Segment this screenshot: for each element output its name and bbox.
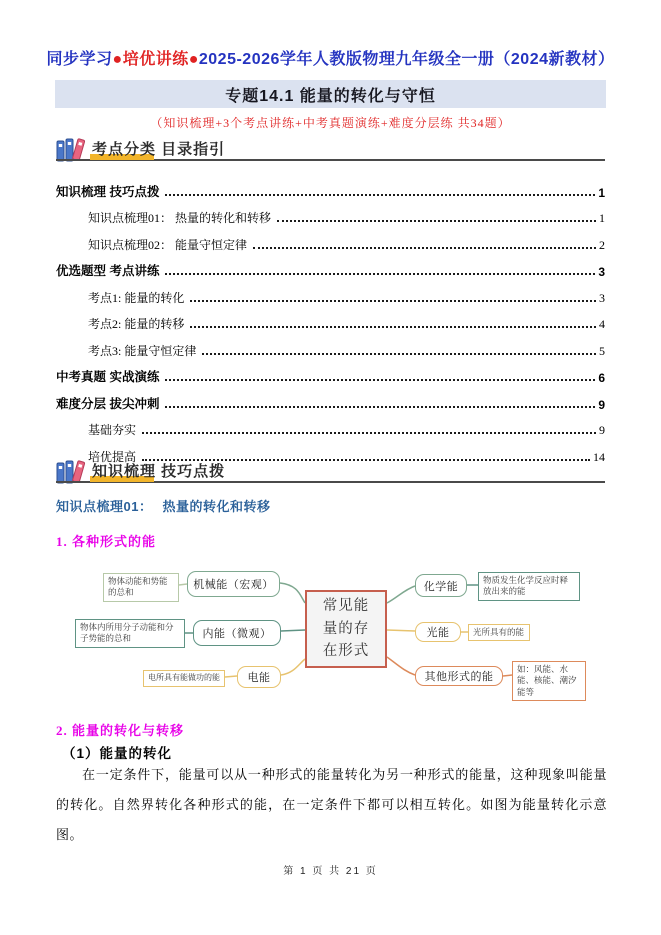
energy-forms-diagram — [0, 563, 661, 713]
leader-dots — [165, 379, 595, 381]
heading-energy-conversion: 2. 能量的转化与转移 — [56, 723, 185, 738]
dot-separator: ● — [112, 51, 123, 68]
toc-page-number: 1 — [599, 211, 605, 225]
page-title: 专题14.1 能量的转化与守恒 — [225, 87, 436, 105]
leader-dots — [277, 220, 596, 222]
section-title: 知识梳理 技巧点拨 — [92, 463, 226, 480]
subtitle: （知识梳理+3个考点讲练+中考真题演练+难度分层练 共34题） — [150, 116, 511, 130]
chemical-energy-node: 化学能 — [415, 574, 467, 597]
electric-energy-desc: 电所具有能做功的能 — [143, 670, 225, 687]
dot-separator: ● — [188, 51, 199, 68]
page-footer: 第 1 页 共 21 页 — [283, 866, 378, 877]
doc-series-header — [0, 46, 661, 69]
toc-entry[interactable]: 培优提高 14 — [56, 441, 605, 468]
chemical-energy-desc: 物质发生化学反应时释放出来的能 — [478, 572, 580, 601]
leader-dots — [165, 406, 595, 408]
toc-page-number: 9 — [598, 397, 605, 412]
toc-page-number: 1 — [598, 185, 605, 200]
toc-page-number: 5 — [599, 343, 605, 358]
toc-entry[interactable]: 知识点梳理02： 能量守恒定律 2 — [56, 229, 605, 256]
electric-energy-node: 电能 — [237, 666, 281, 688]
toc-page-number: 3 — [599, 290, 605, 305]
toc-entry[interactable]: 基础夯实 9 — [56, 415, 605, 442]
title-banner — [55, 80, 606, 108]
toc-entry[interactable]: 考点3: 能量守恒定律 5 — [56, 335, 605, 362]
leader-dots — [142, 432, 596, 434]
series-tagline: 培优讲练 — [122, 51, 189, 68]
subheading-conversion: （1）能量的转化 — [62, 746, 173, 761]
toc-page-number: 14 — [593, 449, 605, 464]
toc-page-number: 6 — [598, 371, 605, 385]
toc-page-number: 2 — [599, 237, 605, 252]
toc-entry[interactable]: 考点1: 能量的转化 3 — [56, 282, 605, 309]
toc-page-number: 3 — [598, 265, 605, 279]
leader-dots — [202, 353, 596, 355]
leader-dots — [253, 247, 596, 249]
mechanical-energy-desc: 物体动能和势能的总和 — [103, 573, 179, 602]
series-name: 同步学习 — [46, 51, 113, 68]
mechanical-energy-node: 机械能（宏观） — [187, 571, 280, 597]
edition-text: 2025-2026学年人教版物理九年级全一册（2024新教材） — [198, 51, 615, 68]
toc-entry[interactable]: 难度分层 拔尖冲刺 9 — [56, 388, 605, 415]
leader-dots — [165, 273, 595, 275]
light-energy-desc: 光所具有的能 — [468, 624, 530, 641]
toc-page-number: 9 — [599, 423, 605, 437]
toc-entry[interactable]: 知识点梳理01： 热量的转化和转移 1 — [56, 203, 605, 230]
leader-dots — [190, 326, 596, 328]
knowledge-point-heading: 知识点梳理01： 热量的转化和转移 — [56, 499, 271, 514]
internal-energy-desc: 物体内所用分子动能和分子势能的总和 — [75, 619, 185, 648]
toc-entry[interactable]: 中考真题 实战演练 6 — [56, 362, 605, 389]
heading-energy-forms: 1. 各种形式的能 — [56, 534, 157, 549]
leader-dots — [190, 300, 596, 302]
diagram-center-node: 常见能量的存在形式 — [305, 590, 387, 668]
section-title: 考点分类 目录指引 — [92, 141, 226, 158]
table-of-contents — [56, 176, 605, 468]
toc-entry[interactable]: 考点2: 能量的转移 4 — [56, 309, 605, 336]
section-header-knowledge — [56, 456, 605, 490]
toc-entry[interactable]: 知识梳理 技巧点拨 1 — [56, 176, 605, 203]
internal-energy-node: 内能（微观） — [193, 620, 281, 646]
section-header-toc — [56, 134, 605, 168]
toc-page-number: 4 — [599, 317, 605, 331]
other-energy-node: 其他形式的能 — [415, 666, 503, 686]
leader-dots — [165, 194, 595, 196]
other-energy-desc: 如：风能、水能、核能、潮汐能等 — [512, 661, 586, 701]
light-energy-node: 光能 — [415, 622, 461, 642]
toc-entry[interactable]: 优选题型 考点讲练 3 — [56, 256, 605, 283]
body-paragraph: 在一定条件下，能量可以从一种形式的能量转化为另一种形式的能量，这种现象叫能量的转化。自然界转化各种形式的能，在一定条件下都可以相互转化。如图为能量转化示意图。 — [56, 767, 607, 842]
